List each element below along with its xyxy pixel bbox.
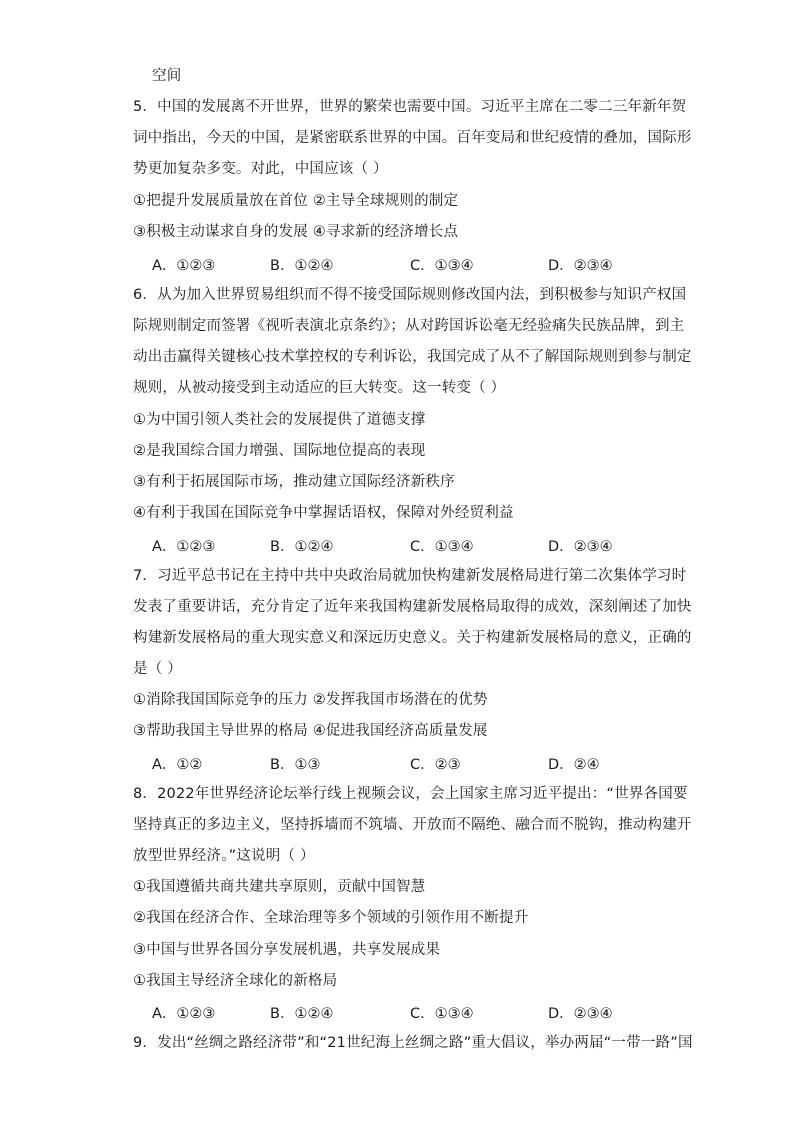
option-a[interactable]: A．①②	[152, 757, 203, 773]
statement: ①消除我国国际竞争的压力 ②发挥我国市场潜在的优势	[133, 692, 488, 708]
text-line: 构建新发展格局的重大现实意义和深远历史意义。关于构建新发展格局的意义，正确的	[133, 630, 692, 646]
answer-options	[152, 254, 652, 274]
text-line: 动出击赢得关键核心技术掌控权的专利诉讼，我国完成了从不了解国际规则到参与制定	[133, 349, 692, 365]
answer-options	[152, 753, 652, 773]
text-line: 放型世界经济。”这说明（ ）	[133, 848, 315, 864]
option-a[interactable]: A．①②③	[152, 258, 216, 274]
text-line: 空间	[152, 68, 182, 84]
option-c[interactable]: C．①③④	[410, 258, 474, 274]
text-line: 坚持真正的多边主义，坚持拆墙而不筑墙、开放而不隔绝、融合而不脱钩，推动构建开	[133, 817, 692, 833]
text-line: 势更加复杂多变。对此，中国应该（ ）	[133, 161, 388, 177]
statement: ③帮助我国主导世界的格局 ④促进我国经济高质量发展	[133, 723, 488, 739]
question-7-stem: 7．习近平总书记在主持中共中央政治局就加快构建新发展格局进行第二次集体学习时	[133, 568, 687, 584]
statement: ①我国主导经济全球化的新格局	[133, 973, 338, 989]
statement: ①我国遵循共商共建共享原则，贡献中国智慧	[133, 879, 426, 895]
question-8-stem: 8．2022年世界经济论坛举行线上视频会议，会上国家主席习近平提出：“世界各国要	[133, 786, 688, 802]
answer-options	[152, 535, 652, 555]
statement: ②我国在经济合作、全球治理等多个领域的引领作用不断提升	[133, 910, 529, 926]
option-d[interactable]: D．②③④	[548, 539, 613, 555]
option-d[interactable]: D．②③④	[548, 258, 613, 274]
option-b[interactable]: B．①②④	[270, 1006, 334, 1022]
text-line: 词中指出，今天的中国，是紧密联系世界的中国。百年变局和世纪疫情的叠加，国际形	[133, 130, 692, 146]
text-line: 规则，从被动接受到主动适应的巨大转变。这一转变（ ）	[133, 380, 506, 396]
statement: ③中国与世界各国分享发展机遇，共享发展成果	[133, 942, 441, 958]
option-c[interactable]: C．①③④	[410, 539, 474, 555]
question-9-stem: 9．发出“丝绸之路经济带”和“21世纪海上丝绸之路”重大倡议，举办两届“一带一路”国	[133, 1035, 693, 1051]
statement: ①为中国引领人类社会的发展提供了道德支撑	[133, 412, 426, 428]
statement: ③积极主动谋求自身的发展 ④寻求新的经济增长点	[133, 224, 459, 240]
option-b[interactable]: B．①②④	[270, 539, 334, 555]
option-c[interactable]: C．②③	[410, 757, 461, 773]
statement: ④有利于我国在国际竞争中掌握话语权，保障对外经贸利益	[133, 505, 514, 521]
option-c[interactable]: C．①③④	[410, 1006, 474, 1022]
statement: ②是我国综合国力增强、国际地位提高的表现	[133, 443, 426, 459]
option-a[interactable]: A．①②③	[152, 1006, 216, 1022]
statement: ③有利于拓展国际市场，推动建立国际经济新秩序	[133, 474, 455, 490]
statement: ①把提升发展质量放在首位 ②主导全球规则的制定	[133, 193, 459, 209]
answer-options	[152, 1002, 652, 1022]
text-line: 是（ ）	[133, 661, 182, 677]
option-d[interactable]: D．②④	[548, 757, 600, 773]
question-5-stem: 5．中国的发展离不开世界，世界的繁荣也需要中国。习近平主席在二零二三年新年贺	[133, 99, 687, 115]
option-d[interactable]: D．②③④	[548, 1006, 613, 1022]
option-b[interactable]: B．①③	[270, 757, 321, 773]
option-b[interactable]: B．①②④	[270, 258, 334, 274]
question-6-stem: 6．从为加入世界贸易组织而不得不接受国际规则修改国内法，到积极参与知识产权国	[133, 287, 687, 303]
option-a[interactable]: A．①②③	[152, 539, 216, 555]
text-line: 际规则制定而签署《视听表演北京条约》；从对跨国诉讼毫无经验痛失民族品牌，到主	[133, 318, 685, 334]
text-line: 发表了重要讲话，充分肯定了近年来我国构建新发展格局取得的成效，深刻阐述了加快	[133, 599, 692, 615]
